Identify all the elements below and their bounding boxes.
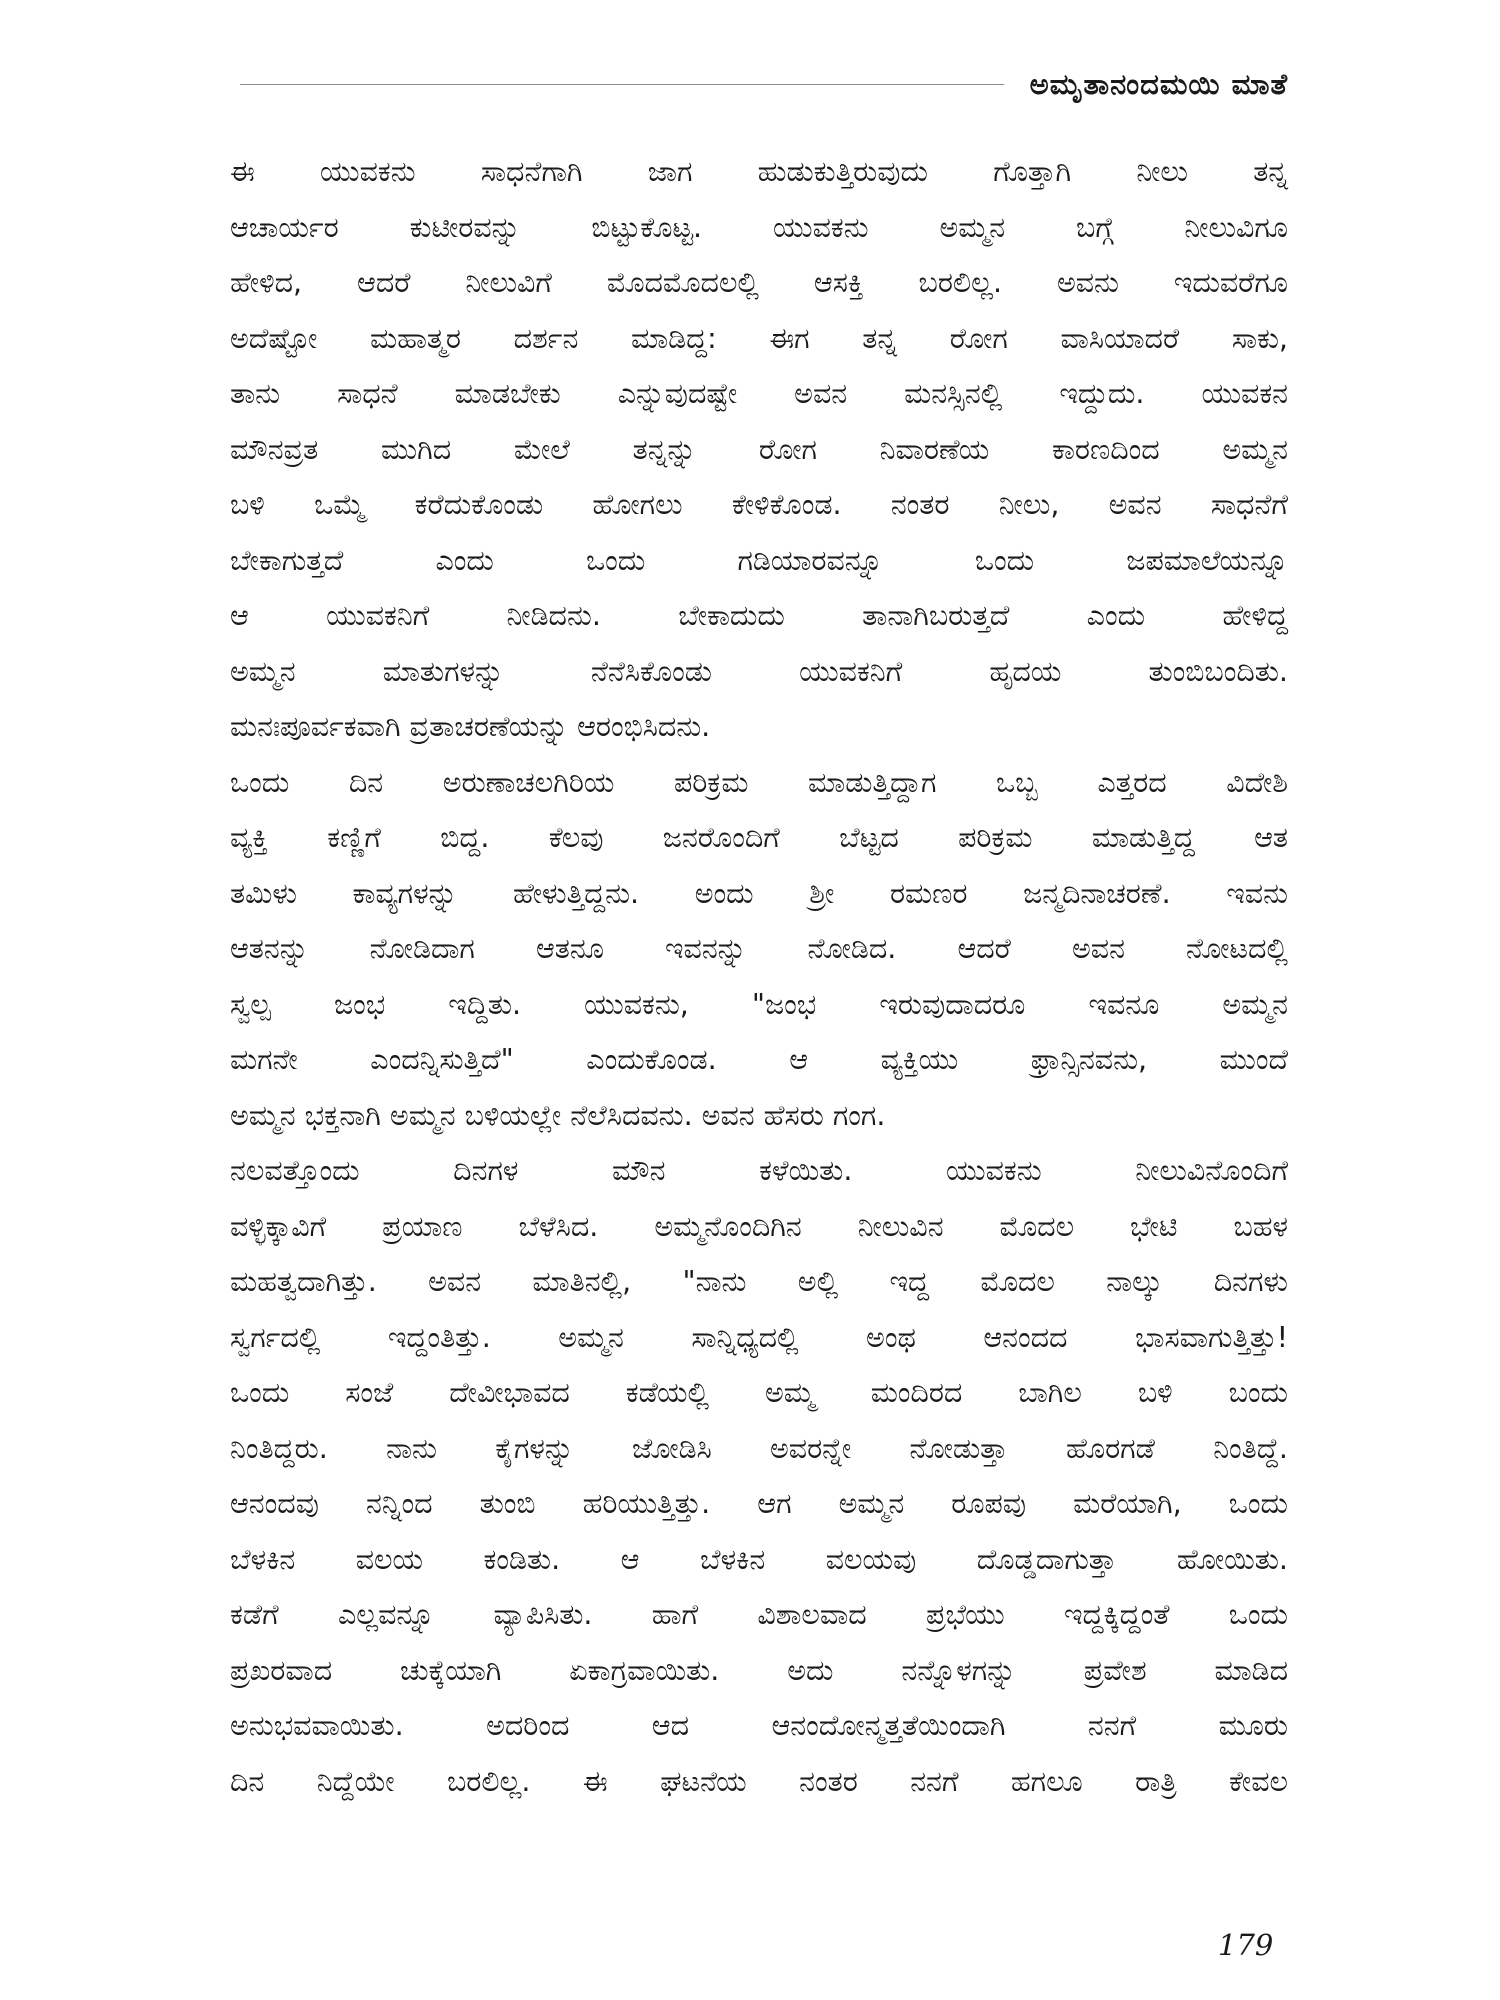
text-line: ಆನಂದವು ನನ್ನಿಂದ ತುಂಬಿ ಹರಿಯುತ್ತಿತ್ತು. ಆಗ ಅಮ್ಮನ ರೂಪವು ಮರೆಯಾಗಿ, ಒಂದು	[230, 1487, 1288, 1520]
text-line: ಮಹತ್ವದಾಗಿತ್ತು. ಅವನ ಮಾತಿನಲ್ಲಿ, "ನಾನು ಅಲ್ಲಿ ಇದ್ದ ಮೊದಲ ನಾಲ್ಕು ದಿನಗಳು	[230, 1265, 1288, 1298]
text-line: ಆತನನ್ನು ನೋಡಿದಾಗ ಆತನೂ ಇವನನ್ನು ನೋಡಿದ. ಆದರೆ ಅವನ ನೋಟದಲ್ಲಿ	[230, 932, 1288, 965]
text-line: ತಾನು ಸಾಧನೆ ಮಾಡಬೇಕು ಎನ್ನುವುದಷ್ಟೇ ಅವನ ಮನಸ್ಸಿನಲ್ಲಿ ಇದ್ದುದು. ಯುವಕನ	[230, 377, 1288, 410]
text-line: ಒಂದು ಸಂಜೆ ದೇವೀಭಾವದ ಕಡೆಯಲ್ಲಿ ಅಮ್ಮ ಮಂದಿರದ ಬಾಗಿಲ ಬಳಿ ಬಂದು	[230, 1376, 1288, 1409]
text-line: ನಿಂತಿದ್ದರು. ನಾನು ಕೈಗಳನ್ನು ಜೋಡಿಸಿ ಅವರನ್ನೇ ನೋಡುತ್ತಾ ಹೊರಗಡೆ ನಿಂತಿದ್ದೆ.	[230, 1431, 1288, 1465]
paragraph-3	[230, 1143, 1288, 1809]
text-line: ಆಚಾರ್ಯರ ಕುಟೀರವನ್ನು ಬಿಟ್ಟುಕೊಟ್ಟ. ಯುವಕನು ಅಮ್ಮನ ಬಗ್ಗೆ ನೀಲುವಿಗೂ	[230, 210, 1288, 244]
text-line: ಮಗನೇ ಎಂದನ್ನಿಸುತ್ತಿದೆ" ಎಂದುಕೊಂಡ. ಆ ವ್ಯಕ್ತಿಯು ಫ್ರಾನ್ಸಿನವನು, ಮುಂದೆ	[230, 1043, 1288, 1076]
text-line: ಮನಃಪೂರ್ವಕವಾಗಿ ವ್ರತಾಚರಣೆಯನ್ನು ಆರಂಭಿಸಿದನು.	[230, 710, 711, 743]
text-line: ಬೇಕಾಗುತ್ತದೆ ಎಂದು ಒಂದು ಗಡಿಯಾರವನ್ನೂ ಒಂದು ಜಪಮಾಲೆಯನ್ನೂ	[230, 543, 1288, 577]
text-line: ಈ ಯುವಕನು ಸಾಧನೆಗಾಗಿ ಜಾಗ ಹುಡುಕುತ್ತಿರುವುದು ಗೊತ್ತಾಗಿ ನೀಲು ತನ್ನ	[230, 155, 1288, 188]
text-line: ಬೆಳಕಿನ ವಲಯ ಕಂಡಿತು. ಆ ಬೆಳಕಿನ ವಲಯವು ದೊಡ್ಡದಾಗುತ್ತಾ ಹೋಯಿತು.	[230, 1542, 1288, 1576]
text-line: ದಿನ ನಿದ್ದೆಯೇ ಬರಲಿಲ್ಲ. ಈ ಘಟನೆಯ ನಂತರ ನನಗೆ ಹಗಲೂ ರಾತ್ರಿ ಕೇವಲ	[230, 1764, 1288, 1798]
text-line: ಪ್ರಖರವಾದ ಚುಕ್ಕೆಯಾಗಿ ಏಕಾಗ್ರವಾಯಿತು. ಅದು ನನ್ನೊಳಗನ್ನು ಪ್ರವೇಶ ಮಾಡಿದ	[230, 1653, 1288, 1687]
text-line: ವಳ್ಳಿಕ್ಕಾವಿಗೆ ಪ್ರಯಾಣ ಬೆಳೆಸಿದ. ಅಮ್ಮನೊಂದಿಗಿನ ನೀಲುವಿನ ಮೊದಲ ಭೇಟಿ ಬಹಳ	[230, 1209, 1288, 1243]
text-line: ಸ್ವಲ್ಪ ಜಂಭ ಇದ್ದಿತು. ಯುವಕನು, "ಜಂಭ ಇರುವುದಾದರೂ ಇವನೂ ಅಮ್ಮನ	[230, 987, 1288, 1021]
text-line: ಅಮ್ಮನ ಮಾತುಗಳನ್ನು ನೆನೆಸಿಕೊಂಡು ಯುವಕನಿಗೆ ಹೃದಯ ತುಂಬಿಬಂದಿತು.	[230, 654, 1288, 688]
header-rule	[240, 84, 1004, 85]
text-line: ಹೇಳಿದ, ಆದರೆ ನೀಲುವಿಗೆ ಮೊದಮೊದಲಲ್ಲಿ ಆಸಕ್ತಿ ಬರಲಿಲ್ಲ. ಅವನು ಇದುವರೆಗೂ	[230, 266, 1288, 299]
body-text	[230, 144, 1288, 1809]
paragraph-2	[230, 755, 1288, 1144]
text-line: ಸ್ವರ್ಗದಲ್ಲಿ ಇದ್ದಂತಿತ್ತು. ಅಮ್ಮನ ಸಾನ್ನಿಧ್ಯದಲ್ಲಿ ಅಂಥ ಆನಂದದ ಭಾಸವಾಗುತ್ತಿತ್ತು!	[230, 1320, 1288, 1354]
text-line: ಅದೆಷ್ಟೋ ಮಹಾತ್ಮರ ದರ್ಶನ ಮಾಡಿದ್ದ: ಈಗ ತನ್ನ ರೋಗ ವಾಸಿಯಾದರೆ ಸಾಕು,	[230, 321, 1288, 355]
text-line: ಒಂದು ದಿನ ಅರುಣಾಚಲಗಿರಿಯ ಪರಿಕ್ರಮ ಮಾಡುತ್ತಿದ್ದಾಗ ಒಬ್ಬ ಎತ್ತರದ ವಿದೇಶಿ	[230, 765, 1288, 799]
text-line: ತಮಿಳು ಕಾವ್ಯಗಳನ್ನು ಹೇಳುತ್ತಿದ್ದನು. ಅಂದು ಶ್ರೀ ರಮಣರ ಜನ್ಮದಿನಾಚರಣೆ. ಇವನು	[230, 876, 1288, 910]
text-line: ಅಮ್ಮನ ಭಕ್ತನಾಗಿ ಅಮ್ಮನ ಬಳಿಯಲ್ಲೇ ನೆಲೆಸಿದವನು. ಅವನ ಹೆಸರು ಗಂಗ.	[230, 1098, 886, 1132]
text-line: ಕಡೆಗೆ ಎಲ್ಲವನ್ನೂ ವ್ಯಾಪಿಸಿತು. ಹಾಗೆ ವಿಶಾಲವಾದ ಪ್ರಭೆಯು ಇದ್ದಕ್ಕಿದ್ದಂತೆ ಒಂದು	[230, 1598, 1288, 1631]
paragraph-1	[230, 144, 1288, 755]
text-line: ಆ ಯುವಕನಿಗೆ ನೀಡಿದನು. ಬೇಕಾದುದು ತಾನಾಗಿಬರುತ್ತದೆ ಎಂದು ಹೇಳಿದ್ದ	[230, 599, 1288, 632]
page-number: 179	[1218, 1928, 1274, 1962]
text-line: ಮೌನವ್ರತ ಮುಗಿದ ಮೇಲೆ ತನ್ನನ್ನು ರೋಗ ನಿವಾರಣೆಯ ಕಾರಣದಿಂದ ಅಮ್ಮನ	[230, 432, 1288, 466]
text-line: ವ್ಯಕ್ತಿ ಕಣ್ಣಿಗೆ ಬಿದ್ದ. ಕೆಲವು ಜನರೊಂದಿಗೆ ಬೆಟ್ಟದ ಪರಿಕ್ರಮ ಮಾಡುತ್ತಿದ್ದ ಆತ	[230, 821, 1288, 854]
running-header	[240, 64, 1288, 104]
book-title: ಅಮೃತಾನಂದಮಯಿ ಮಾತೆ	[1029, 66, 1288, 101]
text-line: ಬಳಿ ಒಮ್ಮೆ ಕರೆದುಕೊಂಡು ಹೋಗಲು ಕೇಳಿಕೊಂಡ. ನಂತರ ನೀಲು, ಅವನ ಸಾಧನೆಗೆ	[230, 488, 1288, 521]
text-line: ಅನುಭವವಾಯಿತು. ಅದರಿಂದ ಆದ ಆನಂದೋನ್ಮತ್ತತೆಯಿಂದಾಗಿ ನನಗೆ ಮೂರು	[230, 1709, 1288, 1742]
text-line: ನಲವತ್ತೊಂದು ದಿನಗಳ ಮೌನ ಕಳೆಯಿತು. ಯುವಕನು ನೀಲುವಿನೊಂದಿಗೆ	[230, 1154, 1288, 1187]
